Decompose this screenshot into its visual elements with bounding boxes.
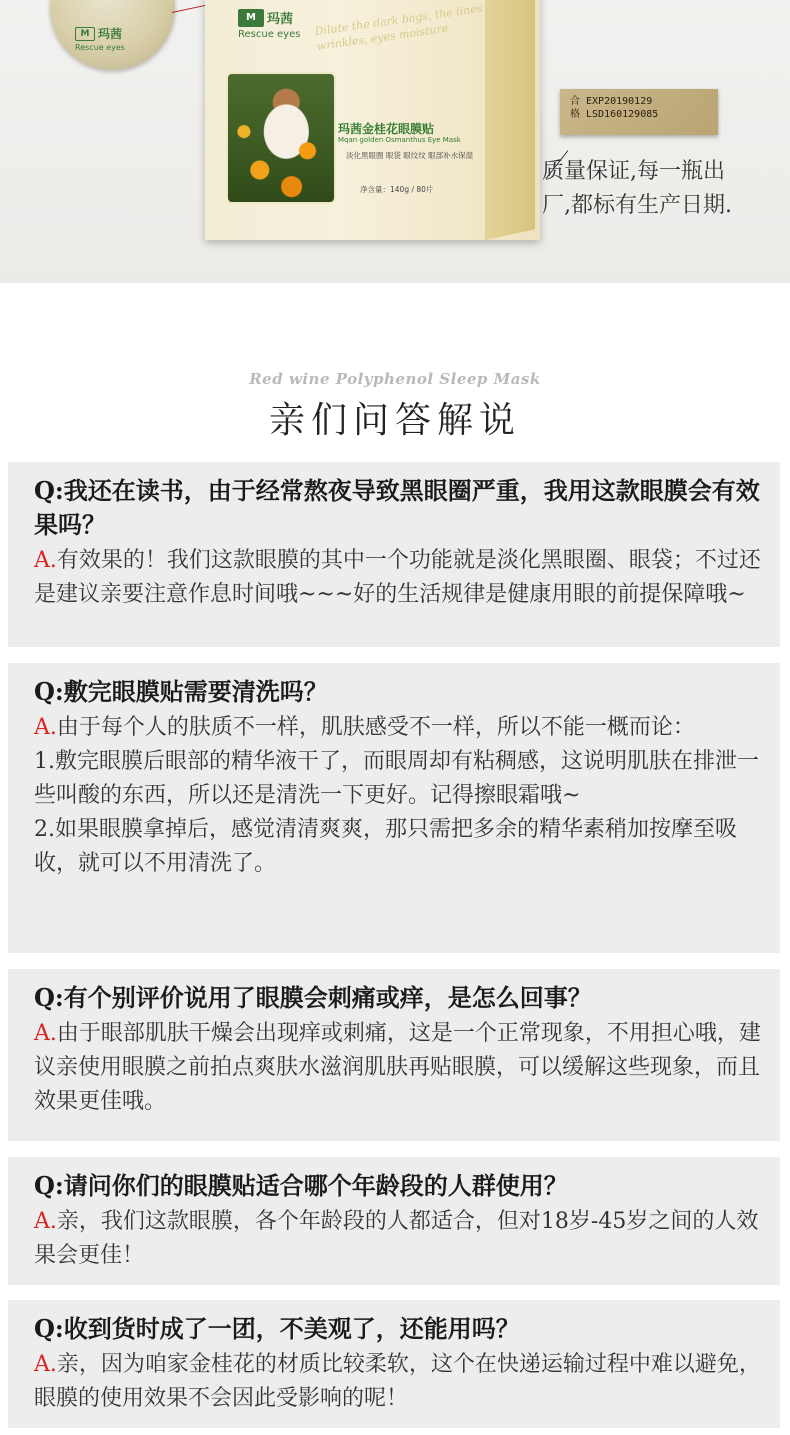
- date-code-label: [560, 89, 718, 135]
- faq-question: Q:有个别评价说用了眼膜会刺痛或痒，是怎么回事？: [34, 983, 592, 1012]
- brand-name-cn: 玛茜: [98, 27, 123, 41]
- answer-prefix: A.: [34, 548, 57, 573]
- faq-card-4: [8, 1157, 780, 1285]
- faq-answer-text: 亲，因为咱家金桂花的材质比较柔软，这个在快递运输过程中难以避免，眼膜的使用效果不会因此受影响的呢！: [34, 1352, 761, 1411]
- faq-question: Q:请问你们的眼膜贴适合哪个年龄段的人群使用？: [34, 1171, 568, 1200]
- product-features: 淡化黑眼圈 眼袋 眼纹纹 眼部补水保湿: [346, 151, 474, 160]
- faq-card-2: [8, 663, 780, 953]
- section-title: 亲们问答解说: [268, 400, 521, 441]
- faq-card-5: [8, 1300, 780, 1428]
- brand-logo: [238, 8, 318, 40]
- faq-answer-text: 由于眼部肌肤干燥会出现痒或刺痛，这是一个正常现象，不用担心哦，建议亲使用眼膜之前拍点爽肤水滋润肌肤再贴眼膜，可以缓解这些现象，而且效果更佳哦。: [34, 1021, 761, 1114]
- faq-answer-text: 有效果的！我们这款眼膜的其中一个功能就是淡化黑眼圈、眼袋；不过还是建议亲要注意作息时间哦~~~好的生活规律是健康用眼的前提保障哦~: [34, 548, 761, 607]
- faq-answer: [34, 1205, 762, 1273]
- answer-prefix: A.: [34, 715, 57, 740]
- faq-answer-text: 由于每个人的肤质不一样，肌肤感受不一样，所以不能一概而论：: [56, 715, 695, 740]
- product-name: 玛茜金桂花眼膜贴: [338, 122, 435, 136]
- brand-name-en: Rescue eyes: [75, 43, 125, 52]
- faq-answer-point-2: 2.如果眼膜拿掉后，感觉清清爽爽，那只需把多余的精华素稍加按摩至吸收，就可以不用清洗了。: [34, 817, 737, 876]
- answer-prefix: A.: [34, 1352, 57, 1377]
- faq-answer: [34, 544, 762, 612]
- faq-card-1: [8, 462, 780, 647]
- product-net-weight: 净含量：140g / 80片: [360, 185, 434, 194]
- product-name-en: Mqan golden Osmanthus Eye Mask: [338, 136, 461, 144]
- faq-card-3: [8, 969, 780, 1141]
- answer-prefix: A.: [34, 1021, 57, 1046]
- brand-name-cn: 玛茜: [267, 12, 294, 27]
- faq-answer-point-1: 1.敷完眼膜后眼部的精华液干了，而眼周却有粘稠感，这说明肌肤在排泄一些叫酸的东西，所以还是清洗一下更好。记得擦眼霜哦~: [34, 749, 759, 808]
- logo-zoom-circle: [50, 0, 175, 70]
- faq-question: Q:我还在读书，由于经常熬夜导致黑眼圈严重，我用这款眼膜会有效果吗？: [34, 476, 760, 539]
- faq-question: Q:收到货时成了一团，不美观了，还能用吗？: [34, 1314, 520, 1343]
- answer-prefix: A.: [34, 1209, 57, 1234]
- section-subtitle: Red wine Polyphenol Sleep Mask: [249, 370, 541, 388]
- brand-mark-icon: M: [75, 27, 95, 41]
- date-code-lot: 格 LSD160129085: [570, 109, 659, 120]
- faq-answer-text: 亲，我们这款眼膜，各个年龄段的人都适合，但对18岁-45岁之间的人效果会更佳！: [34, 1209, 759, 1268]
- box-script-text: Dilute the dark bags, the lines wrinkles, eyes moisture: [313, 1, 484, 54]
- faq-answer: [34, 711, 762, 881]
- faq-question: Q:敷完眼膜贴需要清洗吗？: [34, 677, 328, 706]
- faq-answer: [34, 1348, 762, 1416]
- brand-name-en: Rescue eyes: [238, 29, 301, 40]
- product-banner: [0, 0, 790, 283]
- brand-mark-icon: M: [238, 9, 264, 27]
- product-box-side: [485, 0, 535, 240]
- faq-answer: [34, 1017, 762, 1119]
- product-photo: [226, 72, 336, 204]
- brand-logo-zoomed: [75, 25, 145, 52]
- quality-caption: 质量保证,每一瓶出厂,都标有生产日期.: [542, 159, 732, 218]
- date-code-exp: 合 EXP20190129: [570, 96, 653, 107]
